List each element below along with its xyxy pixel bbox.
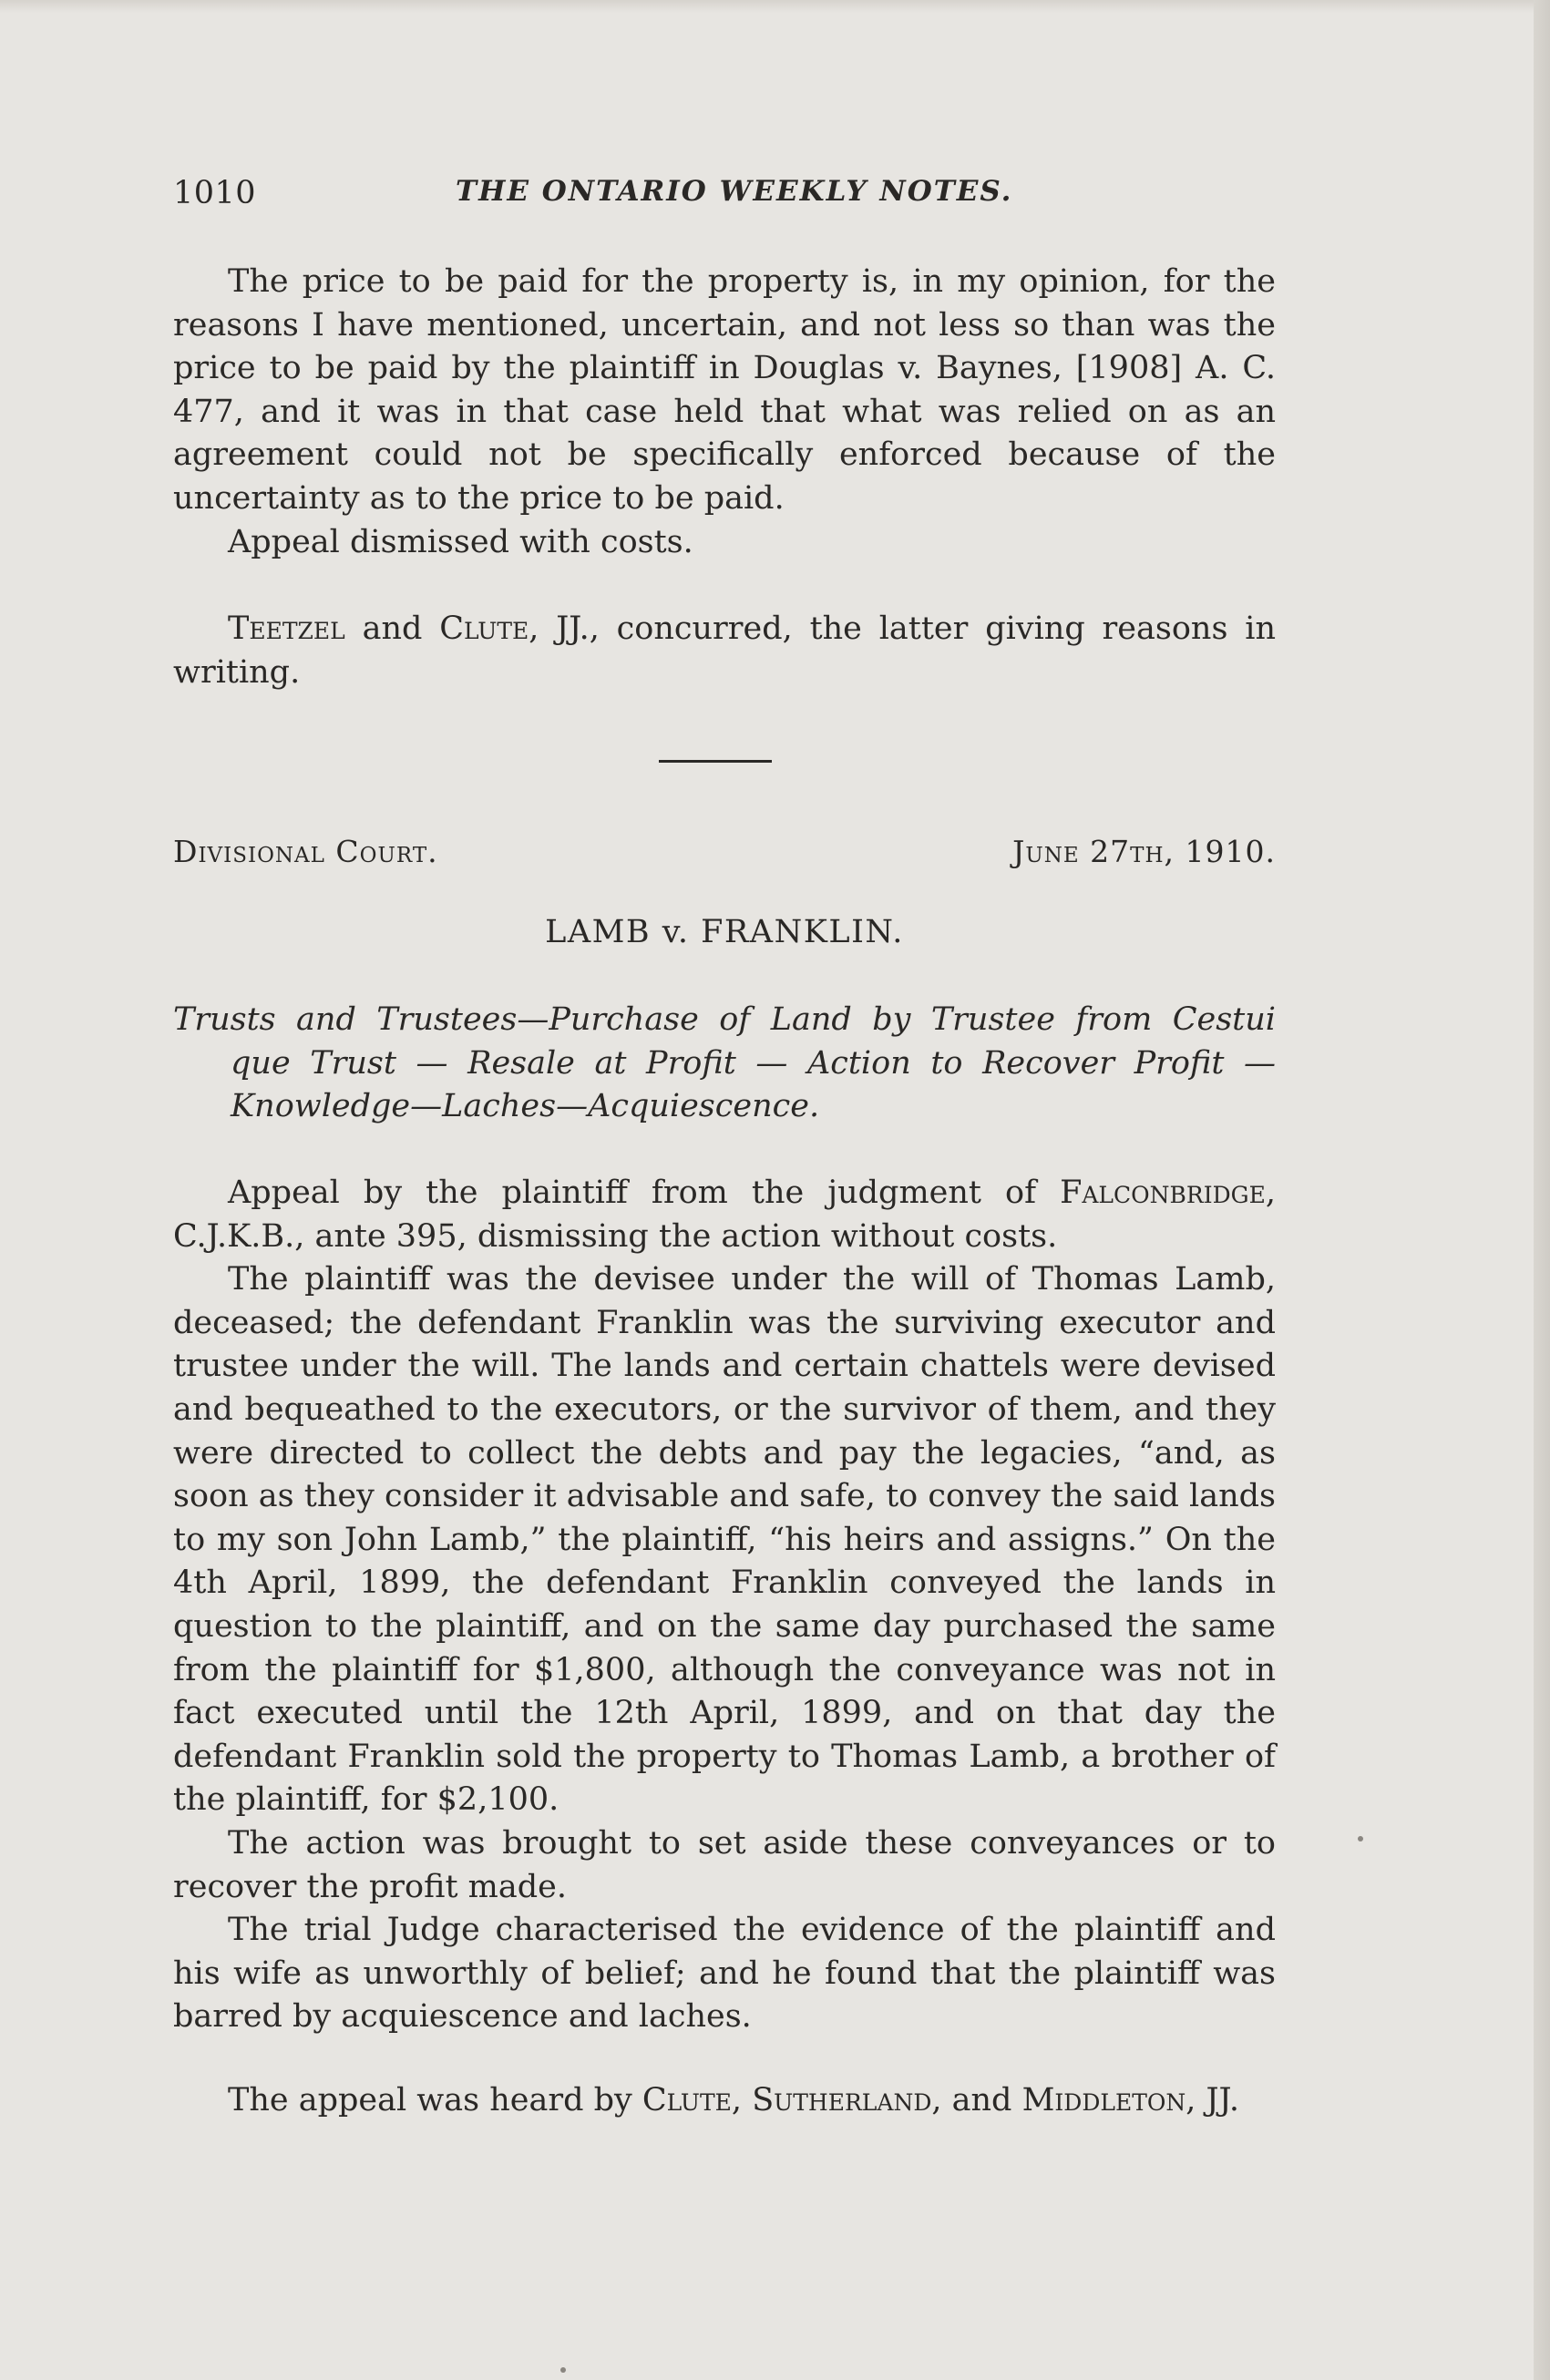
headnote-line: Knowledge—Laches—Acquiescence. bbox=[231, 1088, 820, 1125]
running-title: THE ONTARIO WEEKLY NOTES. bbox=[456, 175, 1013, 208]
appeal-paragraph bbox=[173, 1172, 1276, 1258]
judge-clute: Clute bbox=[439, 610, 529, 647]
concurrence-text: , JJ., concurred, the latter giving reasons in writing. bbox=[173, 610, 1276, 691]
hearing-block bbox=[173, 2079, 1276, 2123]
page-header bbox=[173, 175, 1276, 211]
trial-paragraph: The trial Judge characterised the evidence of the plaintiff and his wife as unworthly of belief; and he found that the plaintiff was barred by acquiescence and laches. bbox=[173, 1912, 1276, 2036]
judge-sutherland: Sutherland bbox=[752, 2082, 932, 2118]
hearing-text-after: , JJ. bbox=[1186, 2082, 1239, 2118]
page-number: 1010 bbox=[173, 175, 257, 211]
hearing-sep-2: , and bbox=[931, 2082, 1022, 2118]
facts-paragraph: The plaintiff was the devisee under the will of Thomas Lamb, deceased; the defendant Franklin was the surviving executor and trustee under the will. The lands and certain chattels were devised and bequeathed to the executors, or the survivor of them, and they were directed to collect the debts and pay the legacies, “and, as soon as they consider it advisable and safe, to convey the said lands to my son John Lamb,” the plaintiff, “his heirs and assigns.” On the 4th April, 1899, the defendant Franklin conveyed the lands in question to the plaintiff, and on the same day purchased the same from the plaintiff for $1,800, although the conveyance was not in fact executed until the 12th April, 1899, and on that day the defendant Franklin sold the property to Thomas Lamb, a brother of the plaintiff, for $2,100. bbox=[173, 1261, 1276, 1819]
court-name: Divisional Court. bbox=[173, 834, 438, 869]
judge-falconbridge: Falconbridge bbox=[1060, 1175, 1266, 1211]
price-paragraph: The price to be paid for the property is, in my opinion, for the reasons I have mentioned, uncertain, and not less so than was the price to be paid by the plaintiff in Douglas v. Baynes, [1908] A. C. 477, and it was in that case held that what was relied on as an agreement could not be specifically enforced because of the uncertainty as to the price to be paid. bbox=[173, 263, 1276, 517]
disposition-paragraph: Appeal dismissed with costs. bbox=[228, 523, 693, 560]
opinion-continuation bbox=[173, 261, 1276, 564]
case-title: LAMB v. FRANKLIN. bbox=[545, 914, 904, 950]
judge-clute-panel: Clute bbox=[642, 2082, 732, 2118]
headnote-line: que Trust — Resale at Profit — Action to Recover Profit — bbox=[231, 1044, 1276, 1082]
page-top-edge bbox=[0, 0, 1550, 13]
concurrence-block bbox=[173, 608, 1276, 694]
hearing-sep-1: , bbox=[731, 2082, 753, 2118]
appeal-text-before: Appeal by the plaintiff from the judgment of bbox=[228, 1175, 1061, 1211]
decision-date: June 27th, 1910. bbox=[1012, 834, 1276, 869]
paper-speck bbox=[1358, 1836, 1363, 1841]
hearing-text-before: The appeal was heard by bbox=[228, 2082, 642, 2118]
concurrence-and: and bbox=[344, 610, 440, 647]
section-divider bbox=[659, 760, 772, 763]
action-paragraph: The action was brought to set aside these conveyances or to recover the profit made. bbox=[173, 1824, 1276, 1905]
headnote bbox=[173, 999, 1276, 1129]
page-right-edge bbox=[1534, 0, 1550, 2380]
judge-middleton: Middleton bbox=[1021, 2082, 1186, 2118]
headnote-line: Trusts and Trustees—Purchase of Land by Trustee from Cestui bbox=[173, 1001, 1276, 1038]
hearing-paragraph bbox=[173, 2079, 1276, 2123]
paper-speck bbox=[560, 2367, 566, 2373]
concurrence-paragraph bbox=[173, 608, 1276, 694]
case-body bbox=[173, 1172, 1276, 2039]
judge-teetzel: Teetzel bbox=[228, 610, 345, 647]
court-line bbox=[173, 834, 1276, 874]
appeal-text-after: , C.J.K.B., ante 395, dismissing the action without costs. bbox=[173, 1175, 1276, 1255]
